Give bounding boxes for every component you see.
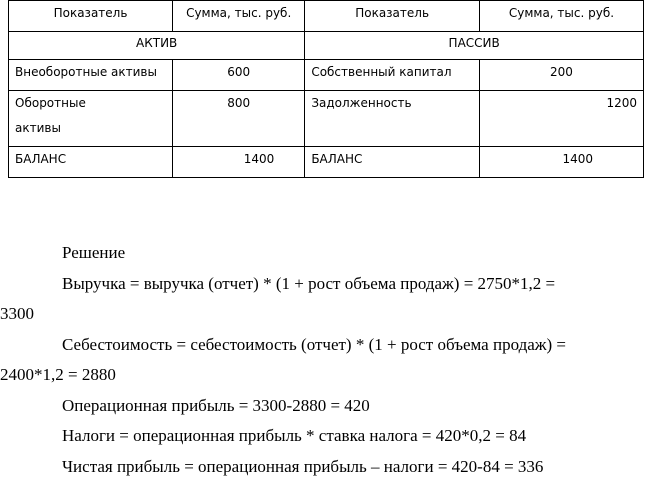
header-indicator-left: Показатель: [9, 1, 173, 32]
table-row: [9, 147, 644, 178]
row-left-label: Внеоборотные активы: [9, 60, 173, 91]
row-left-label: [9, 91, 173, 147]
header-sum-left: Сумма, тыс. руб.: [173, 1, 305, 32]
solution-heading: Решение: [62, 243, 126, 262]
table-row: [9, 60, 644, 91]
cost-result: 2400*1,2 = 2880: [0, 365, 116, 384]
solution-text: [0, 238, 640, 482]
row-left-label-text: Оборотные активы: [15, 96, 86, 135]
row-right-value: 1200: [479, 91, 643, 147]
row-right-value: 1400: [479, 147, 643, 178]
row-left-label: БАЛАНС: [9, 147, 173, 178]
table-header-row: [9, 1, 644, 32]
section-assets: АКТИВ: [9, 32, 305, 60]
balance-sheet-table: [8, 0, 644, 178]
row-right-label: БАЛАНС: [305, 147, 480, 178]
cost-formula: Себестоимость = себестоимость (отчет) * (1 + рост объема продаж) =: [62, 334, 567, 354]
operating-profit-line: Операционная прибыль = 3300-2880 = 420: [62, 395, 370, 415]
section-row: [9, 32, 644, 60]
header-sum-right: Сумма, тыс. руб.: [479, 1, 643, 32]
revenue-result: 3300: [0, 304, 34, 323]
row-left-value: 800: [173, 91, 305, 147]
revenue-formula: Выручка = выручка (отчет) * (1 + рост объема продаж) = 2750*1,2 =: [62, 273, 556, 293]
taxes-line: Налоги = операционная прибыль * ставка налога = 420*0,2 = 84: [62, 426, 527, 445]
row-right-value: 200: [479, 60, 643, 91]
row-right-label: Собственный капитал: [305, 60, 480, 91]
row-right-label: Задолженность: [305, 91, 480, 147]
table-row: [9, 91, 644, 147]
row-left-value: 600: [173, 60, 305, 91]
section-liabilities: ПАССИВ: [305, 32, 644, 60]
row-left-value: 1400: [173, 147, 305, 178]
header-indicator-right: Показатель: [305, 1, 480, 32]
net-profit-line: Чистая прибыль = операционная прибыль – налоги = 420-84 = 336: [62, 456, 544, 476]
